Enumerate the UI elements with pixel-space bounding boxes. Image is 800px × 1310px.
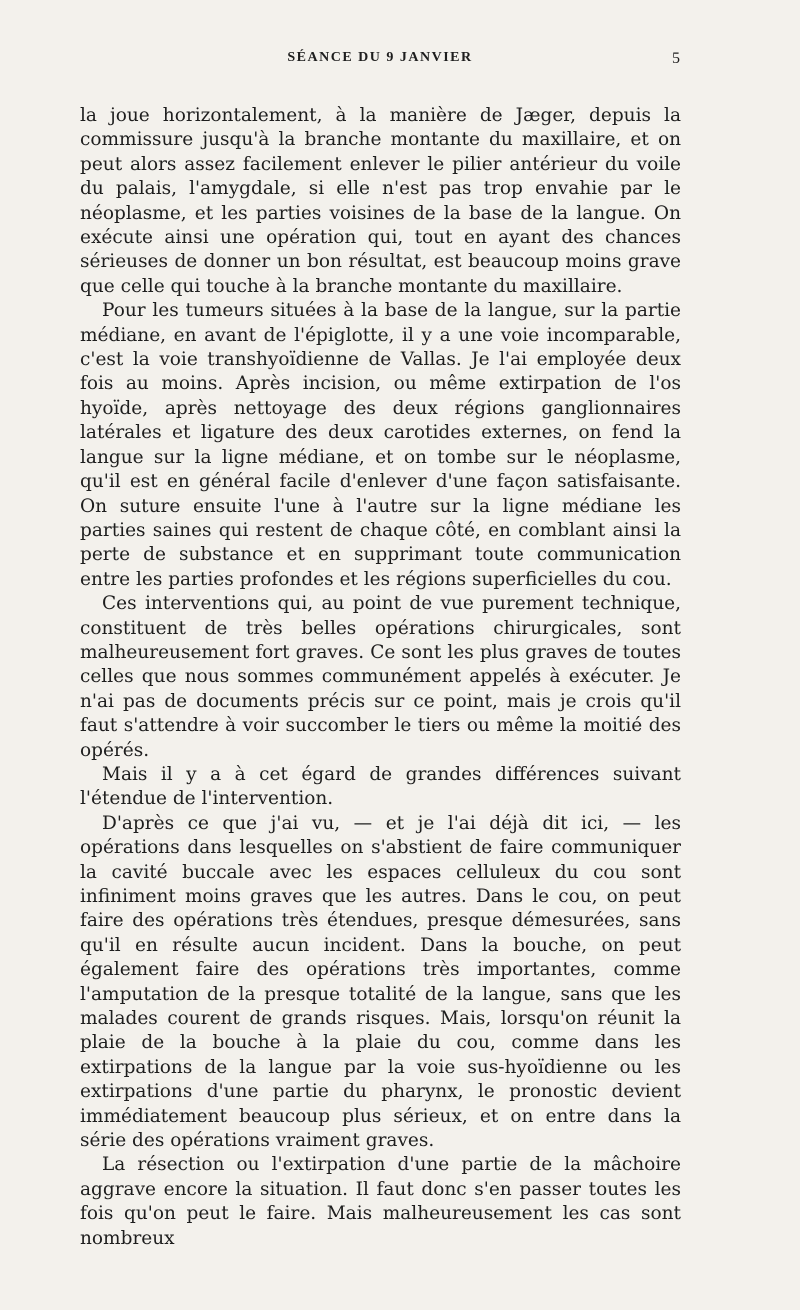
running-title: SÉANCE DU 9 JANVIER — [287, 50, 473, 65]
running-head — [80, 50, 680, 72]
paragraph-continued: la joue horizontalement, à la manière de Jæger, depuis la commissure jusqu'à la branche montante du maxillaire, et on peut alors assez facilement enlever le pilier antérieur du voile du palais, l'amygdale, si elle n'est pas trop envahie par le néoplasme, et les parties voisines de la base de la langue. On exécute ainsi une opération qui, tout en ayant des chances sérieuses de donner un bon résultat, est beaucoup moins grave que celle qui touche à la branche montante du maxillaire. — [80, 105, 681, 297]
paragraph: Ces interventions qui, au point de vue purement technique, constituent de très belles opérations chirurgicales, sont malheureusement fort graves. Ce sont les plus graves de toutes celles que nous sommes communément appelés à exécuter. Je n'ai pas de documents précis sur ce point, mais je crois qu'il faut s'attendre à voir succomber le tiers ou même la moitié des opérés. — [80, 593, 681, 761]
paragraph: D'après ce que j'ai vu, — et je l'ai déjà dit ici, — les opérations dans lesquelles on s'abstient de faire communiquer la cavité buccale avec les espaces celluleux du cou sont infiniment moins graves que les autres. Dans le cou, on peut faire des opérations très étendues, presque démesurées, sans qu'il en résulte aucun incident. Dans la bouche, on peut également faire des opérations très importantes, comme l'amputation de la presque totalité de la langue, sans que les malades courent de grands risques. Mais, lorsqu'on réunit la plaie de la bouche à la plaie du cou, comme dans les extirpations de la langue par la voie sus-hyoïdienne ou les extirpations d'une partie du pharynx, le pronostic devient immédiatement beaucoup plus sérieux, et on entre dans la série des opérations vraiment graves. — [80, 812, 681, 1152]
page-number: 5 — [672, 50, 680, 67]
body-text — [80, 104, 681, 1251]
paragraph: Pour les tumeurs situées à la base de la langue, sur la partie médiane, en avant de l'épiglotte, il y a une voie incomparable, c'est la voie transhyoïdienne de Vallas. Je l'ai employée deux fois au moins. Après incision, ou même extirpation de l'os hyoïde, après nettoyage des deux régions ganglionnaires latérales et ligature des deux carotides externes, on fend la langue sur la ligne médiane, et on tombe sur le néoplasme, qu'il est en général facile d'enlever d'une façon satisfaisante. On suture ensuite l'une à l'autre sur la ligne médiane les parties saines qui restent de chaque côté, en comblant ainsi la perte de substance et en supprimant toute communication entre les parties profondes et les régions superficielles du cou. — [80, 300, 681, 590]
paragraph: Mais il y a à cet égard de grandes différences suivant l'étendue de l'intervention. — [80, 763, 681, 810]
paragraph: La résection ou l'extirpation d'une partie de la mâchoire aggrave encore la situation. Il faut donc s'en passer toutes les fois qu'on peut le faire. Mais malheureusement les cas sont nombreux — [80, 1154, 681, 1249]
